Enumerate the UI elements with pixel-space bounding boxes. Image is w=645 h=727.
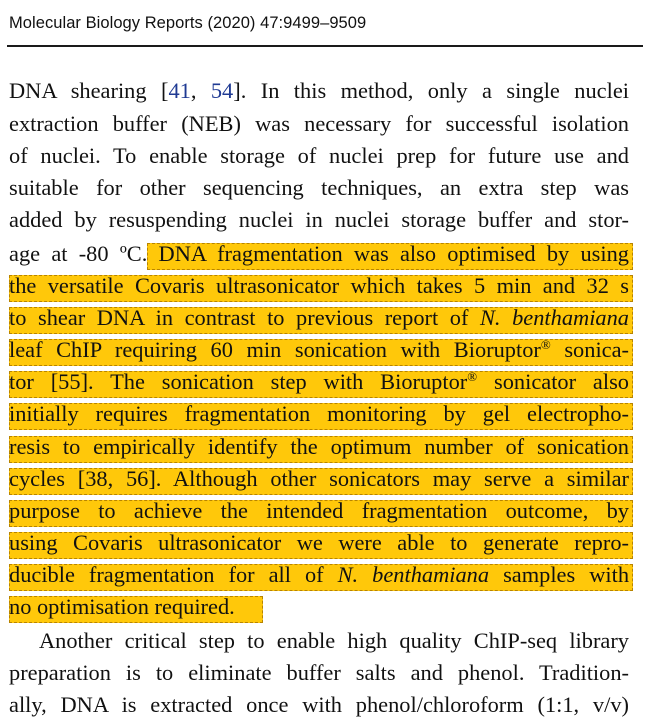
- paragraph-line: ally, DNA is extracted once with phenol/chloroform (1:1, v/v): [9, 692, 629, 717]
- paragraph-line: preparation is to eliminate buffer salts and phenol. Tradition-: [9, 660, 629, 685]
- paragraph-line: of nuclei. To enable storage of nuclei prep for future use and: [9, 143, 629, 168]
- paragraph-line: leaf ChIP requiring 60 min sonication with Bioruptor® sonica-: [9, 337, 629, 362]
- paragraph-line: the versatile Covaris ultrasonicator which takes 5 min and 32 s: [9, 273, 629, 298]
- paragraph-line: suitable for other sequencing techniques, an extra step was: [9, 175, 629, 200]
- citation-link[interactable]: 41: [168, 78, 191, 103]
- paragraph-line: added by resuspending nuclei in nuclei storage buffer and stor-: [9, 207, 629, 232]
- paragraph-line: purpose to achieve the intended fragmentation outcome, by: [9, 498, 629, 523]
- paragraph-line: Another critical step to enable high quality ChIP-seq library: [39, 628, 629, 653]
- paragraph-line: initially requires fragmentation monitoring by gel electropho-: [9, 401, 629, 426]
- paragraph-line: DNA shearing [41, 54]. In this method, only a single nuclei: [9, 78, 629, 103]
- paragraph-line: extraction buffer (NEB) was necessary for successful isolation: [9, 111, 629, 136]
- paragraph-line: resis to empirically identify the optimum number of sonication: [9, 434, 629, 459]
- paragraph-line: no optimisation required.: [9, 594, 235, 619]
- header-rule: [7, 45, 643, 47]
- paragraph-line: to shear DNA in contrast to previous report of N. benthamiana: [9, 305, 630, 330]
- paragraph-line: ducible fragmentation for all of N. benthamiana samples with: [9, 562, 630, 587]
- running-header: Molecular Biology Reports (2020) 47:9499–9509: [9, 14, 367, 32]
- citation-link[interactable]: 54: [210, 78, 234, 103]
- paragraph-line: tor [55]. The sonication step with Bioruptor® sonicator also: [9, 369, 629, 394]
- paragraph-line: age at -80 ºC. DNA fragmentation was also optimised by using: [9, 241, 629, 266]
- paragraph-line: cycles [38, 56]. Although other sonicators may serve a similar: [9, 466, 629, 491]
- paragraph-line: using Covaris ultrasonicator we were able to generate repro-: [9, 530, 629, 555]
